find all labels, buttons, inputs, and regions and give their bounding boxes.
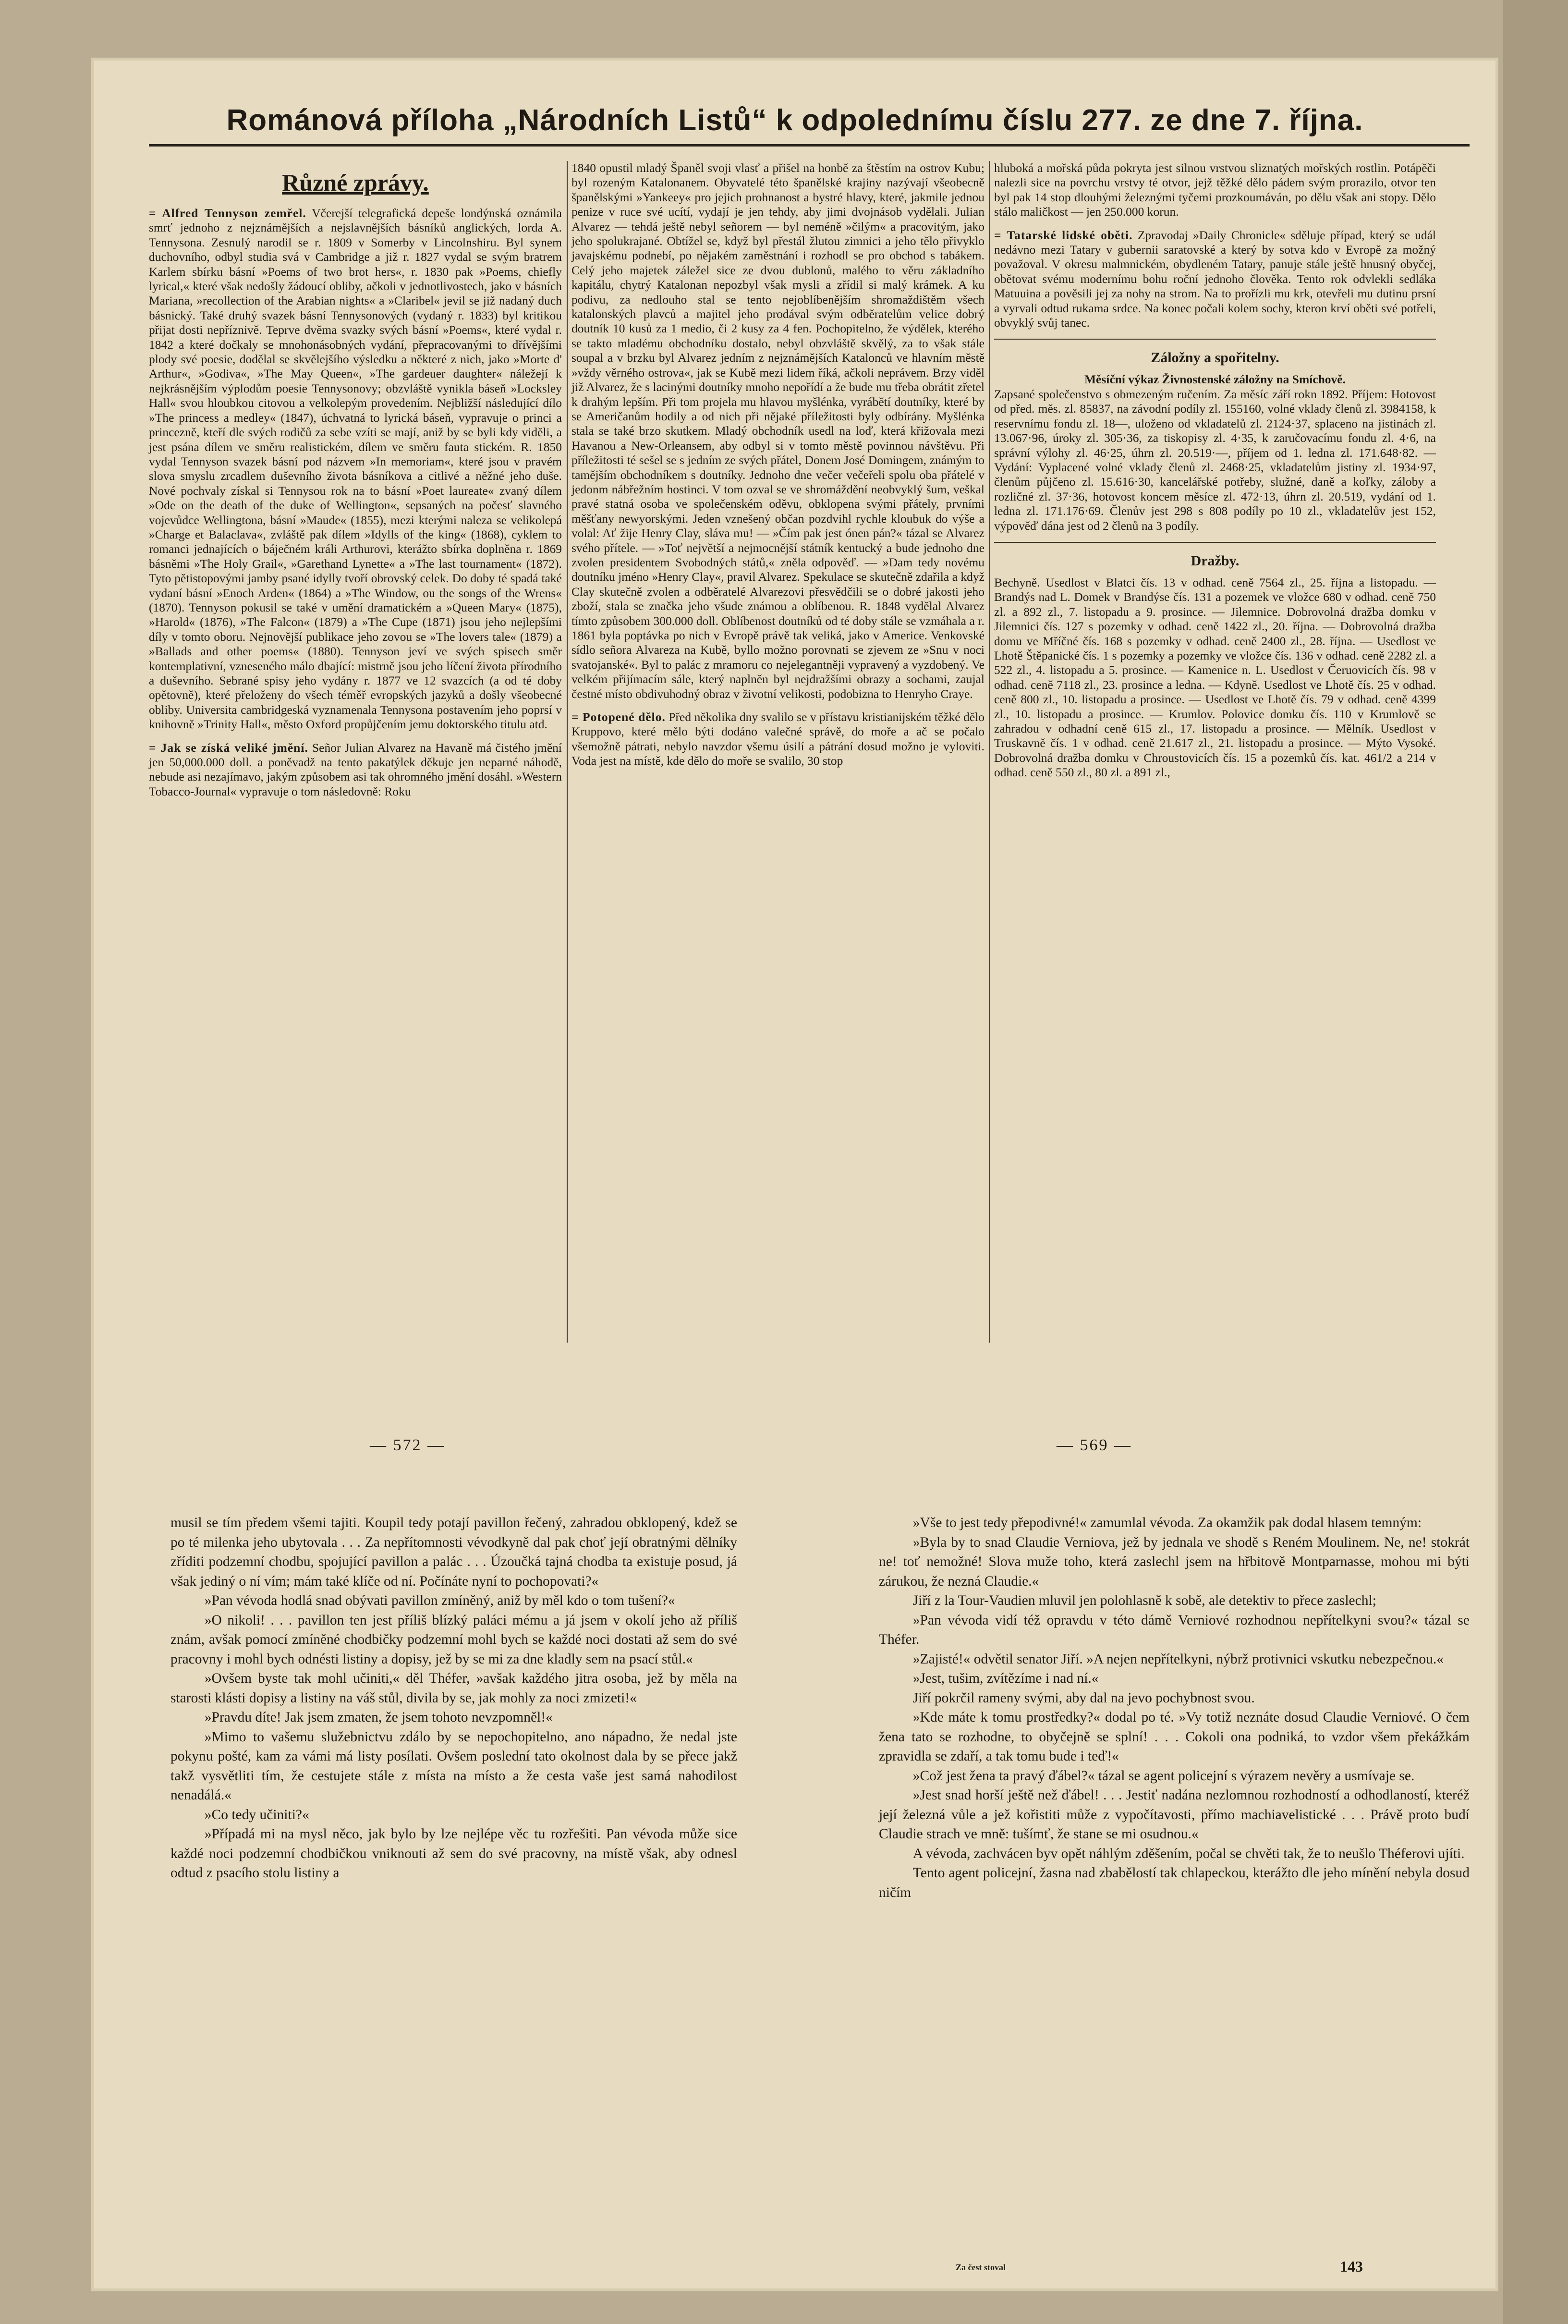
- paragraph: Jiří pokrčil rameny svými, aby dal na jevo pochybnost svou.: [912, 1690, 1255, 1706]
- column-1: [149, 161, 562, 807]
- continuation-note: Za čest stoval: [956, 2263, 1006, 2272]
- header-rule: [149, 144, 1470, 147]
- folio-number: 143: [1340, 2258, 1363, 2275]
- news-continuation: hluboká a mořská půda pokryta jest silnou vrstvou sliznatých mořských rostlin. Potápěči nalezli sice na povrchu vrstvy té otvor, jejž těžké dělo pádem svým prorazilo, otvor ten byl pak 14 stop dlouhými železnými tyčemi prozkoumáván, po dělu však ani stopy. Dělo stálo maličkost — jen 250.000 korun.: [994, 161, 1436, 219]
- news-headline: = Potopené dělo.: [571, 710, 666, 724]
- paragraph: »Jest, tušim, zvítězíme i nad ní.«: [912, 1671, 1099, 1686]
- paragraph: A vévoda, zachvácen byv opět náhlým zděšením, počal se chvěti tak, že to neušlo Théferovi ujíti.: [912, 1846, 1465, 1861]
- column-rule: [567, 161, 568, 1343]
- column-rule: [989, 161, 990, 1343]
- paragraph: musil se tím předem všemi tajiti. Koupil tedy potají pavillon řečený, zahradou obklopený, kdež se po té milenka jeho ubytovala . . . Za nepřítomnosti vévodkyně dal pak choť její obratnými dělníky zříditi podzemní chodbu, spojující pavillon a palác . . . Úzoučká tajná chodba ta existuje posud, já však jediný o ní vím; mám také klíče od ní. Počínáte nyní to pochopovati?«: [170, 1515, 737, 1589]
- section-divider: [994, 339, 1436, 340]
- news-item-tennyson: [149, 206, 562, 732]
- news-item-jmeni: [149, 741, 562, 799]
- news-continuation: 1840 opustil mladý Španěl svoji vlasť a přišel na honbě za štěstím na ostrov Kubu; byl rozeným Katalonanem. Obyvatelé této španělské krajiny nazývají všeobecně španělskými »Yankeey« pro jejich prohnanost a bystré hlavy, které, jakmile jednou penize v ruce své ucítí, vydají je jen tehdy, aby jimi dvojnásob vydělali. Julian Alvarez — tehdá ještě nebyl señorem — byl neméně »čilým« a pracovitým, jako jeho spolukrajané. Obtížel se, když byl přestál žlutou zimnici a jeho tělo přivyklo javajskému podnebí, po nějakém zaměstnání i rozhodl se pro obchod s tabákem. Celý jeho majetek záležel sice ze dvou dublonů, malého to věru základního kapitálu, chytrý Katalonan nepozbyl však mysli a zřídil si malý krámek. A ku podivu, za nedlouho stal se tento nejoblíbenějším shromaždištěm všech katalonských plavců a majitel jeho prodával svým odběratelům velice dobrý doutník 10 kusů za 1 medio, či 2 kusy za 4 fen. Pochopitelno, že výdělek, kterého se takto mladému obchodníku dostalo, nebyl obzvláště skvělý, za to však stále soupal a v brzku byl Alvarez jedním z nejznámějších Katalonců ve hlavním městě »vždy věrného ostrova«, jak se Kubě mezi lidem říká, ačkoli neprávem. Brzy viděl již Alvarez, že s lacinými doutníky mnoho nepořídí a že bude mu třeba obrátit zřetel k drahým lepším. Při tom projela mu hlavou myšlénka, vyrábětí doutníky, které by se Američanům hodily a od nich při nějaké příležitosti byly odbírány. Myšlénka stala se také brzo skutkem. Mladý obchodník usedl na loď, která křižovala mezi Havanou a New-Orleansem, aby odbyl si v tomto městě povinnou návštěvu. Při příležitosti té sešel se s jedním ze svých přátel, Donem José Domingem, známým to tamějším obchodníkem s doutníky. Jednoho dne večer večeřeli spolu oba přátelé v jedonm nábřežním hostinci. V tom ozval se ve shromáždění neobvyklý šum, veškal pravé statná osoba ve společenském oděvu, obklopena svými přátely, prvními měšťany newyorskými. Jeden vznešený občan pozdvihl rychle kloubuk do výše a volal: Ať žije Henry Clay, sláva mu! — »Čím pak jest ónen pán?« tázal se Alvarez svého přítele. — »Toť největší a nejmocnější státník kentucký a bude jednoho dne zvolen presidentem Svobodných států,« zněla odpověď. — »Dam tedy novému doutníku jméno »Henry Clay«, pravil Alvarez. Spekulace se skutečně zdařila a když Clay skutečně zvolen a odběratelé Alvarezovi přesvědčili se o dobré jakosti jeho zboží, stala se značka jeho všude známou a oblíbenou. R. 1848 vydělal Alvarez tímto způsobem 300.000 doll. Oblíbenost doutníků od té doby stále se vzmáhala a r. 1861 byla poptávka po nich v Evropě právě tak veliká, jako v Americe. Venkovské sídlo señora Alvareza na Kubě, byllo možno porovnati se zjevem ze »Snu v noci svatojanské«. Byl to palác z mramoru co nejelegantněji vypravený a vyzdobený. Ve velkém přijímacím sále, který naplněn byl nejdražšími obrazy a sochami, zaujal čestné místo obdivuhodný obraz v životní velikosti, podobizna to Henryho Craye.: [571, 161, 985, 701]
- page-number-left: — 572 —: [370, 1436, 445, 1454]
- auctions-body: Bechyně. Usedlost v Blatci čís. 13 v odhad. ceně 7564 zl., 25. října a listopadu. — Brandýs nad L. Domek v Brandýse čís. 131 a pozemek ve vložce 680 v odhad. ceně 750 zl. a 892 zl., 7. listopadu a 9. prosince. — Jilemnice. Dobrovolná dražba domku v Jilemnici čís. 127 s pozemky v odhad. ceně 1422 zl., 20. října. — Dobrovolná dražba domu ve Mříčné čís. 168 s pozemky v odhad. ceně 2400 zl., 28. října. — Usedlost ve Lhotě Štěpanické čís. 1 s pozemky a pozemky ve vložce čís. 136 v odhad. ceně 2282 zl. a 522 zl., 4. listopadu a 5. prosince. — Kamenice n. L. Usedlost v Čeruovicích čís. 98 v odhad. ceně 7118 zl., 23. prosince a ledna. — Kdyně. Usedlost ve Lhotě čís. 25 v odhad. ceně 800 zl., 10. listopadu a prosince. — Usedlost ve Lhotě čís. 79 v odhad. ceně 4399 zl., 10. listopadu a prosince. — Krumlov. Polovice domku čís. 110 v Krumlově se zahradou v odhadní ceně 615 zl., 17. listopadu a prosince. — Mělník. Usedlost v Truskavně čís. 1 v odhad. ceně 21.617 zl., 21. listopadu a prosince. — Mýto Vysoké. Dobrovolná dražba domku v Chroustovicích čís. 15 a pozemků čís. kat. 461/2 a 214 v odhad. ceně 550 zl., 80 zl. a 891 zl.,: [994, 575, 1436, 780]
- news-body: Zpravodaj »Daily Chronicle« sděluje případ, který se udál nedávno mezi Tatary v gubernii saratovské a který by sotva kdo v Evropě za možný považoval. V okresu malmnickém, obydleném Tatary, panuje stále ještě hnusný obyčej, obětovat svému modernímu bohu roční jednoho člověka. Tento rok odvlekli sedláka Matuuina a pověsili jej za nohy na strom. Na to prořízli mu krk, otevřeli mu dutinu prsní a vyrvali odtud rukama srdce. Na konec počali kolem sochy, kteron krví oběti své potřeli, obvyklý svůj tanec.: [994, 228, 1436, 330]
- paragraph: »Případá mi na mysl něco, jak bylo by lze nejlépe věc tu rozřešiti. Pan vévoda může sice každé noci podzemní chodbičkou vniknouti až sem do své pracovny, na místě však, aby odnesl odtud z psacího stolu listiny a: [170, 1826, 737, 1881]
- paragraph: »Což jest žena ta pravý ďábel?« tázal se agent policejní s výrazem nevěry a usmívaje se.: [912, 1768, 1415, 1784]
- paragraph: »Ovšem byste tak mohl učiniti,« děl Théfer, »avšak každého jitra osoba, jež by měla na starosti klásti dopisy a listiny na váš stůl, divila by se, jak mohly za noci zmizeti!«: [170, 1671, 737, 1706]
- column-2: [571, 161, 985, 777]
- paragraph: »Jest snad horší ještě než ďábel! . . . Jestiť nadána nezlomnou rozhodností a odhodlaností, kteréž její železná vůle a jež kořistiti může z vypočítavosti, přímo machiavelistické . . . Právě proto budí Claudie strach ve mně: tušímť, že stane se mi osudnou.«: [879, 1787, 1470, 1842]
- novel-page-left: [170, 1513, 737, 1883]
- header-title: Románová příloha „Národních Listů“ k odpolednímu číslu 277. ze dne 7. října.: [226, 104, 1363, 137]
- paragraph: »O nikoli! . . . pavillon ten jest příliš blízký paláci mému a já jsem v okolí jeho až příliš znám, avšak pomocí zmíněné chodbičky podzemní mohl bych se každé noci dostati až sem do své pracovny i mohl bych odnésti listiny a dopisy, jež by se mi za dne kladly sem na psací stůl.«: [170, 1612, 737, 1667]
- section-title-zalozny: Záložny a spořitelny.: [1151, 350, 1279, 366]
- paragraph: Jiří z la Tour-Vaudien mluvil jen polohlasně k sobě, ale detektiv to přece zaslechl;: [912, 1593, 1376, 1608]
- paragraph: »Pravdu díte! Jak jsem zmaten, že jsem tohoto nevzpomněl!«: [204, 1710, 553, 1725]
- section-title-ruzne-zpravy: Různé zprávy.: [282, 169, 429, 196]
- book-spine: [1503, 0, 1568, 2324]
- section-title-drazby: Dražby.: [1191, 552, 1240, 569]
- paragraph: »Kde máte k tomu prostředky?« dodal po té. »Vy totiž neznáte dosud Claudie Verniové. O čem žena tato se rozhodne, to obyčejně se splní! . . . Cokoli ona podniká, to vzdor všem překážkám zpravidla se zdaří, a tak tomu bude i teď!«: [879, 1710, 1470, 1764]
- paragraph: »Mimo to vašemu služebnictvu zdálo by se nepochopitelno, ano nápadno, že nedal jste pokynu pošté, kam za vámi má listy posílati. Ovšem poslední tato okolnost dala by se přece jakž takž vysvětliti tím, že cestujete stále z místa na místo a že cesta vaše jest samá nahodilost nenadálá.«: [170, 1729, 737, 1803]
- paragraph: Tento agent policejní, žasna nad zbabělostí tak chlapeckou, kterážto dle jeho mínění nebyla dosud ničím: [879, 1865, 1470, 1900]
- news-item-potopene-delo: [571, 710, 985, 769]
- news-item-tatarske-obeti: [994, 228, 1436, 330]
- novel-page-right: [879, 1513, 1470, 1902]
- section-divider: [994, 542, 1436, 543]
- news-headline: = Tatarské lidské oběti.: [994, 228, 1133, 242]
- paragraph: »Vše to jest tedy přepodivné!« zamumlal vévoda. Za okamžik pak dodal hlasem temným:: [912, 1515, 1422, 1530]
- page-number-right: — 569 —: [1057, 1436, 1132, 1454]
- news-headline: = Alfred Tennyson zemřel.: [149, 206, 306, 220]
- page-header: [91, 103, 1498, 137]
- paragraph: »Pan vévoda hodlá snad obývati pavillon zmíněný, aniž by měl kdo o tom tušení?«: [204, 1593, 675, 1608]
- newspaper-page: [91, 58, 1498, 2291]
- news-headline: = Jak se získá veliké jmění.: [149, 740, 308, 755]
- column-3: [994, 161, 1436, 789]
- paragraph: »Zajisté!« odvětil senator Jiří. »A nejen nepřítelkyni, nýbrž protivnici vskutku nebezpečnou.«: [912, 1651, 1444, 1667]
- report-body: Zapsané společenstvo s obmezeným ručením. Za měsíc září rokn 1892. Příjem: Hotovost od před. měs. zl. 85837, na závodní podíly zl. 155160, volné vklady členů zl. 3984158, k reservnímu fondu zl. 18—, uloženo od vkladatelů zl. 2124·37, splaceno na jistinách zl. 13.067·96, úroky zl. 305·36, za tiskopisy zl. 4·35, k zaručovacímu fondu zl. 4·6, na správní výlohy zl. 46·25, úhrn zl. 20.519·—, příjem od 1. ledna zl. 171.648·82. — Vydání: Vyplacené volné vklady členů zl. 2468·25, vkladatelům jistiny zl. 1934·97, členům půjčeno zl. 15.616·30, kancelářské potřeby, služné, daně a koľky, záloby a rozličné zl. 37·36, hotovost koncem měsíce zl. 472·13, úhrn zl. 20.519, vydání od 1. ledna zl. 171.176·69. Členův jest 298 s 808 podíly po 10 zl., vkladatelův jest 152, výpověď dána jest od 2 členů na 3 podíly.: [994, 387, 1436, 533]
- news-body: Včerejší telegrafická depeše londýnská oznámila smrť jednoho z nejznámějších a nejslavnějších básníků anglických, lorda A. Tennysona. Zesnulý narodil se r. 1809 v Somerby v Lincolnshiru. Byl synem duchovního, odbyl studia svá v Cambridge a již r. 1827 vydal se svým bratrem Karlem sbírku básní »Poems of two brot hers«, r. 1830 pak »Poems, chiefly lyrical,« které však nedošly žádoucí obliby, ačkoli v jednotlivostech, jako v básních Mariana, »recollection of the Arabian nights« a »Claribel« jevil se již nadaný duch básnický. Také druhý svazek básní Tennysonových (vydaný r. 1833) byl kritikou přijat dosti nepříznivě. Teprve dvěma svazky svých básní »Poems«, které vydal r. 1842 a které dočkaly se mnohonásobných vydání, přepracovanými to dřívějšími plody své poesie, dodělal se skvělejšího výsledku a některé z nich, jako »Morte d' Arthur«, »Godiva«, »The May Queen«, »The gardeuer daughter« náležejí k nejkrásnějším výplodům poesie Tennysonovy; obzvláště vynikla báseň »Locksley Hall« svou hloubkou citovou a velkolepým provedením. Nejbližší následující dílo »The princess a medley« (1847), úchvatná to lyrická báseň, vypravuje o princi a princezně, kteří dle svých rodičů za sebe vzíti se mají, aniž by se byli kdy viděli, a jest psána dílem ve směru realistickém, dílem ve směru fauta stickém. R. 1850 vydal Tennyson svazek básní pod názvem »In memoriam«, které jsou v pravém slova smyslu zrcadlem duševního života básníkova a citlivé a něžné jeho duše. Nové pochvaly získal si Tennysou rok na to básní »Poet laureate« zvaný dílem »Ode on the death of the duke of Wellington«, sepsaných na počesť slavného vojevůdce Wellingtona, básní »Maude« (1855), mezi kterými naleza se velikolepá »Charge et Balaclava«, zvláště pak dílem »Idylls of the king« (1868), cyklem to romanci jednajících o báječném králi Arthurovi, kterážto sbírka doplněna r. 1869 básněmi »The Holy Grail«, »Garethand Lynette« a »The last tournament« (1872). Tyto pětistopovými jamby psané idylly tvoří obrovský celek. Do doby té spadá také vydaní básní »Enoch Arden« (1864) a »The Window, ou the songs of the Wrens« (1870). Tennyson pokusil se také v umění dramatickém a »Queen Mary« (1875), »Harold« (1876), »The Falcon« (1879) a »The Cupe (1871) jsou jeho nejlepšími díly v tomto oboru. Nejnovější publikace jeho zovou se »The lovers tale« (1879) a »Ballads and other poems« (1880). Tennyson jeví ve svých spisech směr kontemplativní, vzneseného málo dbající: mistrně jsou jeho líčení života přírodního a duševního. Sebrané spisy jeho vydány r. 1877 ve 12 svazcích (a od té doby opětovně), které přeloženy do všech téměř evropských jazyků a došly všeobecné obliby. Universita cambridgeská vyznamenala Tennysona postavením jeho poprsí v knihovně »Trinity Hall«, město Oxford propůjčením jemu doktorského titulu atd.: [149, 206, 562, 732]
- paragraph: »Pan vévoda vidí též opravdu v této dámě Verniové rozhodnou nepřítelkyni svou?« tázal se Théfer.: [879, 1612, 1470, 1647]
- news-body: Señor Julian Alvarez na Havaně má čistého jmění jen 50,000.000 doll. a poněvadž na tento pakatýlek děkuje jen neparné náhodě, nebude asi nezajímavo, jakým způsobem asi tak ohromného jmění dosáhl. »Western Tobacco-Journal« vypravuje o tom následovně: Roku: [149, 740, 562, 798]
- news-body: Před několika dny svalilo se v přístavu kristianijském těžké dělo Kruppovo, které mělo býti dodáno valečné správě, do moře a ač se počalo všemožně pátrati, nebylo navzdor všemu úsilí a pátrání dosud možno je vyloviti. Voda jest na místě, kde dělo do moře se svalilo, 30 stop: [571, 710, 985, 768]
- paragraph: »Byla by to snad Claudie Verniova, jež by jednala ve shodě s Reném Moulinem. Ne, ne! stokrát ne! toť nemožné! Slova muže toho, která zaslechl jsem na hřbitově Montparnasse, mohou mi býti zárukou, že nezná Claudie.«: [879, 1534, 1470, 1589]
- report-subheading: Měsíční výkaz Živnostenské záložny na Smíchově.: [1084, 372, 1346, 387]
- paragraph: »Co tedy učiniti?«: [204, 1807, 309, 1823]
